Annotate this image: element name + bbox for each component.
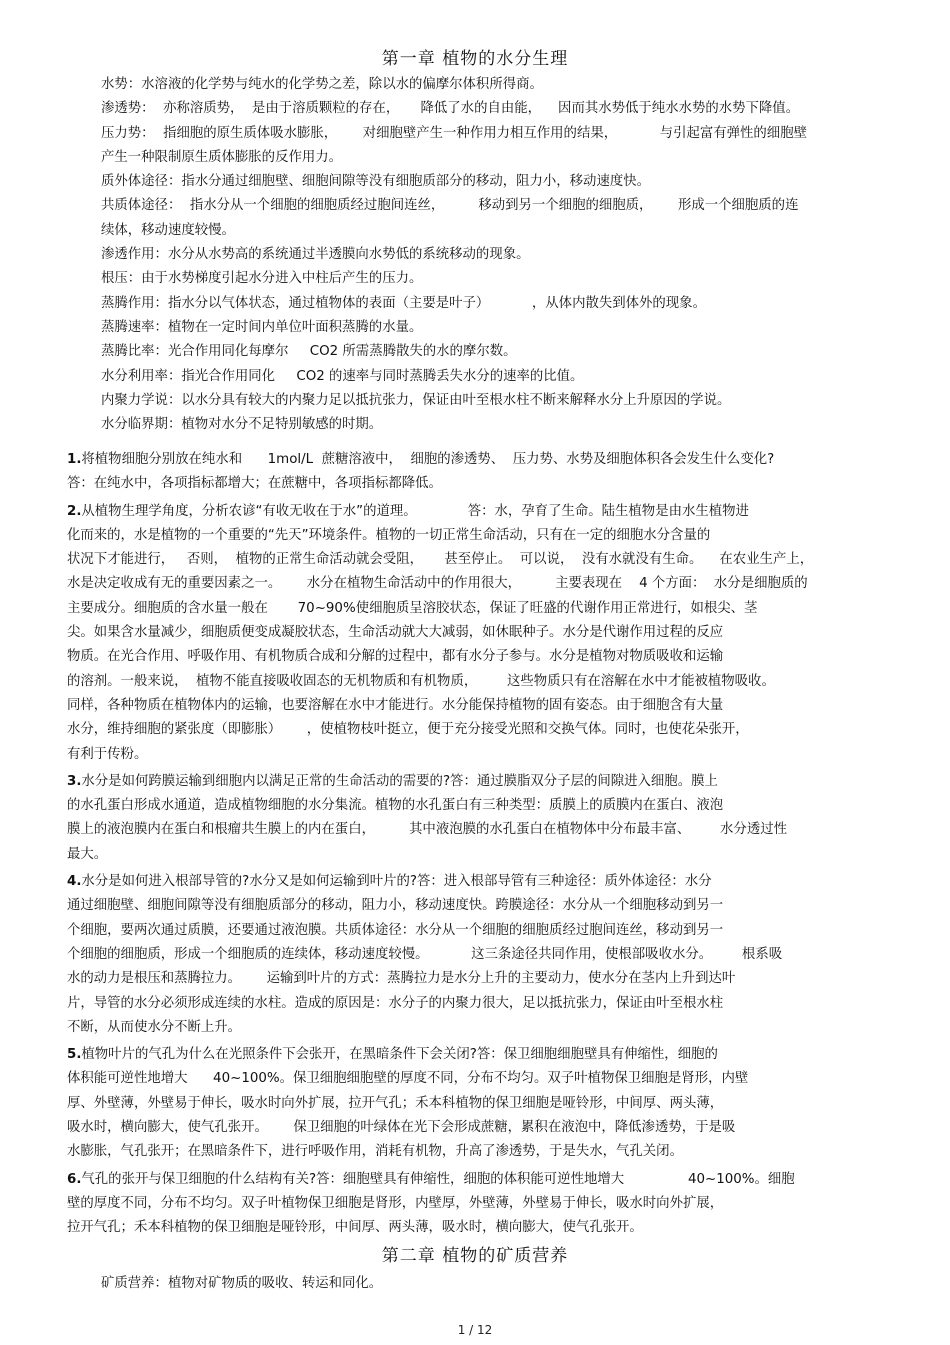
answer-text <box>67 1140 887 1164</box>
question-text <box>67 770 887 794</box>
answer-text <box>67 524 887 548</box>
line-text: 有利于传粉。 <box>67 746 148 762</box>
question-text <box>67 500 887 524</box>
definition-item: 内聚力学说：以水分具有较大的内聚力足以抵抗张力，保证由叶至根水柱不断来解释水分上升原因的学说。 <box>101 392 731 408</box>
definition-item: 水势：水溶液的化学势与纯水的化学势之差，除以水的偏摩尔体积所得商。 <box>101 77 543 92</box>
line-text: 的水孔蛋白形成水通道，造成植物细胞的水分集流。植物的水孔蛋白有三种类型：质膜上的质膜内在蛋白、液泡 <box>67 798 724 814</box>
answer-text <box>67 919 887 943</box>
answer-text <box>67 743 887 767</box>
line-text: 水是决定收成有无的重要因素之一。 水分在植物生命活动中的作用很大， 主要表现在 4 个方面： 水分是细胞质的 <box>67 576 808 592</box>
question-item <box>67 448 887 497</box>
answer-text <box>67 1067 887 1091</box>
line-text: 植物叶片的气孔为什么在光照条件下会张开，在黑暗条件下会关闭?答：保卫细胞细胞壁具有伸缩性，细胞的 <box>81 1047 718 1063</box>
answer-text <box>67 621 887 645</box>
definition-continuation: 续体，移动速度较慢。 <box>101 222 235 238</box>
answer-text <box>67 572 887 596</box>
line-text: 物质。在光合作用、呼吸作用、有机物质合成和分解的过程中，都有水分子参与。水分是植物对物质吸收和运输 <box>67 649 724 665</box>
question-number: 2. <box>67 503 82 519</box>
line-text: 的溶剂。一般来说， 植物不能直接吸收固态的无机物质和有机物质， 这些物质只有在溶解在水中才能被植物吸收。 <box>67 673 775 689</box>
chapter-1-heading <box>0 48 950 70</box>
answer-text <box>67 472 887 496</box>
line-text: 水膨胀，气孔张开；在黑暗条件下，进行呼吸作用，消耗有机物，升高了渗透势，于是失水，气孔关闭。 <box>67 1144 683 1160</box>
question-text <box>67 448 887 472</box>
definition-item: 渗透势： 亦称溶质势， 是由于溶质颗粒的存在， 降低了水的自由能， 因而其水势低于纯水水势的水势下降值。 <box>101 101 800 117</box>
answer-text <box>67 894 887 918</box>
definition-item: 水分临界期：植物对水分不足特别敏感的时期。 <box>101 417 383 433</box>
line-text: 答：在纯水中，各项指标都增大；在蔗糖中，各项指标都降低。 <box>67 476 442 492</box>
line-text: 最大。 <box>67 846 108 862</box>
answer-text <box>67 670 887 694</box>
question-text <box>67 1168 887 1192</box>
answer-text <box>67 818 887 842</box>
line-text: 不断，从而使水分不断上升。 <box>67 1019 242 1035</box>
question-number: 3. <box>67 773 82 789</box>
question-number: 5. <box>67 1047 82 1063</box>
definition-item: 蒸腾速率：植物在一定时间内单位叶面积蒸腾的水量。 <box>101 319 423 335</box>
answer-text <box>67 597 887 621</box>
line-text: 化而来的，水是植物的一个重要的“先天”环境条件。植物的一切正常生命活动，只有在一定的细胞水分含量的 <box>67 527 711 543</box>
definition-item: 质外体途径：指水分通过细胞壁、细胞间隙等没有细胞质部分的移动，阻力小，移动速度快。 <box>101 174 651 190</box>
line-text: 壁的厚度不同，分布不均匀。双子叶植物保卫细胞是肾形，内壁厚，外壁薄，外壁易于伸长，吸水时向外扩展， <box>67 1195 724 1211</box>
line-text: 从植物生理学角度，分析农谚“有收无收在于水”的道理。 答：水，孕育了生命。陆生植物是由水生植物进 <box>81 503 749 519</box>
question-item <box>67 1168 887 1241</box>
chapter-title: 第二章 植物的矿质营养 <box>381 1246 569 1266</box>
answer-text <box>67 967 887 991</box>
definition-item: 蒸腾作用：指水分以气体状态，通过植物体的表面（主要是叶子） ，从体内散失到体外的现象。 <box>101 295 706 311</box>
question-item <box>67 500 887 767</box>
answer-text <box>67 1016 887 1040</box>
answer-text <box>67 943 887 967</box>
line-text: 水分是如何进入根部导管的?水分又是如何运输到叶片的?答：进入根部导管有三种途径：质外体途径：水分 <box>81 874 712 890</box>
question-list <box>67 448 887 1244</box>
question-number: 4. <box>67 874 82 890</box>
definition-item: 水分利用率：指光合作用同化 CO2 的速率与同时蒸腾丢失水分的速率的比值。 <box>101 368 584 384</box>
answer-text <box>67 794 887 818</box>
line-text: 吸水时，横向膨大，使气孔张开。 保卫细胞的叶绿体在光下会形成蔗糖，累积在液泡中，降低渗透势，于是吸 <box>67 1120 736 1136</box>
line-text: 将植物细胞分别放在纯水和 1mol/L 蔗糖溶液中， 细胞的渗透势、 压力势、水势及细胞体积各会发生什么变化? <box>81 452 775 467</box>
definition-item: 渗透作用：水分从水势高的系统通过半透膜向水势低的系统移动的现象。 <box>101 247 530 263</box>
line-text: 同样，各种物质在植物体内的运输，也要溶解在水中才能进行。水分能保持植物的固有姿态。由于细胞含有大量 <box>67 697 724 713</box>
definition-continuation: 产生一种限制原生质体膨胀的反作用力。 <box>101 149 343 165</box>
line-text: 个细胞的细胞质，形成一个细胞质的连续体，移动速度较慢。 这三条途径共同作用，使根部吸收水分。 根系吸 <box>67 946 783 962</box>
definition-item: 共质体途径： 指水分从一个细胞的细胞质经过胞间连丝， 移动到另一个细胞的细胞质， 形成一个细胞质的连 <box>101 198 799 214</box>
line-text: 气孔的张开与保卫细胞的什么结构有关?答：细胞壁具有伸缩性，细胞的体积能可逆性地增大 40~100%。细胞 <box>81 1171 795 1187</box>
definition-item: 根压：由于水势梯度引起水分进入中柱后产生的压力。 <box>101 271 423 287</box>
question-item <box>67 1043 887 1164</box>
answer-text <box>67 548 887 572</box>
question-text <box>67 870 887 894</box>
line-text: 状况下才能进行， 否则， 植物的正常生命活动就会受阻， 甚至停止。 可以说， 没有水就没有生命。 在农业生产上， <box>67 552 814 568</box>
line-text: 水分是如何跨膜运输到细胞内以满足正常的生命活动的需要的?答：通过膜脂双分子层的间隙进入细胞。膜上 <box>81 773 718 789</box>
line-text: 主要成分。细胞质的含水量一般在 70~90%使细胞质呈溶胶状态，保证了旺盛的代谢作用正常进行，如根尖、茎 <box>67 600 758 616</box>
chapter-2-heading <box>0 1245 950 1267</box>
line-text: 拉开气孔；禾本科植物的保卫细胞是哑铃形，中间厚、两头薄，吸水时，横向膨大，使气孔张开。 <box>67 1220 643 1236</box>
definition-list <box>101 73 891 437</box>
line-text: 水的动力是根压和蒸腾拉力。 运输到叶片的方式：蒸腾拉力是水分上升的主要动力，使水分在茎内上升到达叶 <box>67 971 736 987</box>
question-text <box>67 1043 887 1067</box>
line-text: 片，导管的水分必须形成连续的水柱。造成的原因是：水分子的内聚力很大，足以抵抗张力，保证由叶至根水柱 <box>67 995 724 1011</box>
answer-text <box>67 1216 887 1240</box>
page-number: 1 / 12 <box>457 1323 493 1337</box>
answer-text <box>67 843 887 867</box>
answer-text <box>67 1092 887 1116</box>
answer-text <box>67 645 887 669</box>
answer-text <box>67 694 887 718</box>
line-text: 体积能可逆性地增大 40~100%。保卫细胞细胞壁的厚度不同，分布不均匀。双子叶植物保卫细胞是肾形，内壁 <box>67 1071 749 1087</box>
line-text: 个细胞，要两次通过质膜，还要通过液泡膜。共质体途径：水分从一个细胞的细胞质经过胞间连丝，移动到另一 <box>67 922 724 938</box>
question-number: 6. <box>67 1171 82 1187</box>
definition-list <box>101 1272 891 1296</box>
chapter-title: 第一章 植物的水分生理 <box>381 49 569 69</box>
question-item <box>67 870 887 1040</box>
answer-text <box>67 1116 887 1140</box>
line-text: 膜上的液泡膜内在蛋白和根瘤共生膜上的内在蛋白， 其中液泡膜的水孔蛋白在植物体中分布最丰富、 水分透过性 <box>67 822 787 838</box>
definition-item: 压力势： 指细胞的原生质体吸水膨胀， 对细胞壁产生一种作用力相互作用的结果， 与引起富有弹性的细胞壁 <box>101 125 807 141</box>
definition-item: 蒸腾比率：光合作用同化每摩尔 CO2 所需蒸腾散失的水的摩尔数。 <box>101 344 517 360</box>
definition-item: 矿质营养：植物对矿物质的吸收、转运和同化。 <box>101 1276 383 1291</box>
answer-text <box>67 718 887 742</box>
line-text: 厚、外壁薄，外壁易于伸长，吸水时向外扩展，拉开气孔；禾本科植物的保卫细胞是哑铃形，中间厚、两头薄， <box>67 1095 724 1111</box>
question-item <box>67 770 887 867</box>
question-number: 1. <box>67 452 82 467</box>
line-text: 水分，维持细胞的紧张度（即膨胀） ，使植物枝叶挺立，便于充分接受光照和交换气体。同时，也使花朵张开， <box>67 722 749 738</box>
answer-text <box>67 1192 887 1216</box>
line-text: 通过细胞壁、细胞间隙等没有细胞质部分的移动，阻力小，移动速度快。跨膜途径：水分从一个细胞移动到另一 <box>67 898 724 914</box>
answer-text <box>67 992 887 1016</box>
line-text: 尖。如果含水量减少，细胞质便变成凝胶状态，生命活动就大大减弱，如休眠种子。水分是代谢作用过程的反应 <box>67 625 724 641</box>
